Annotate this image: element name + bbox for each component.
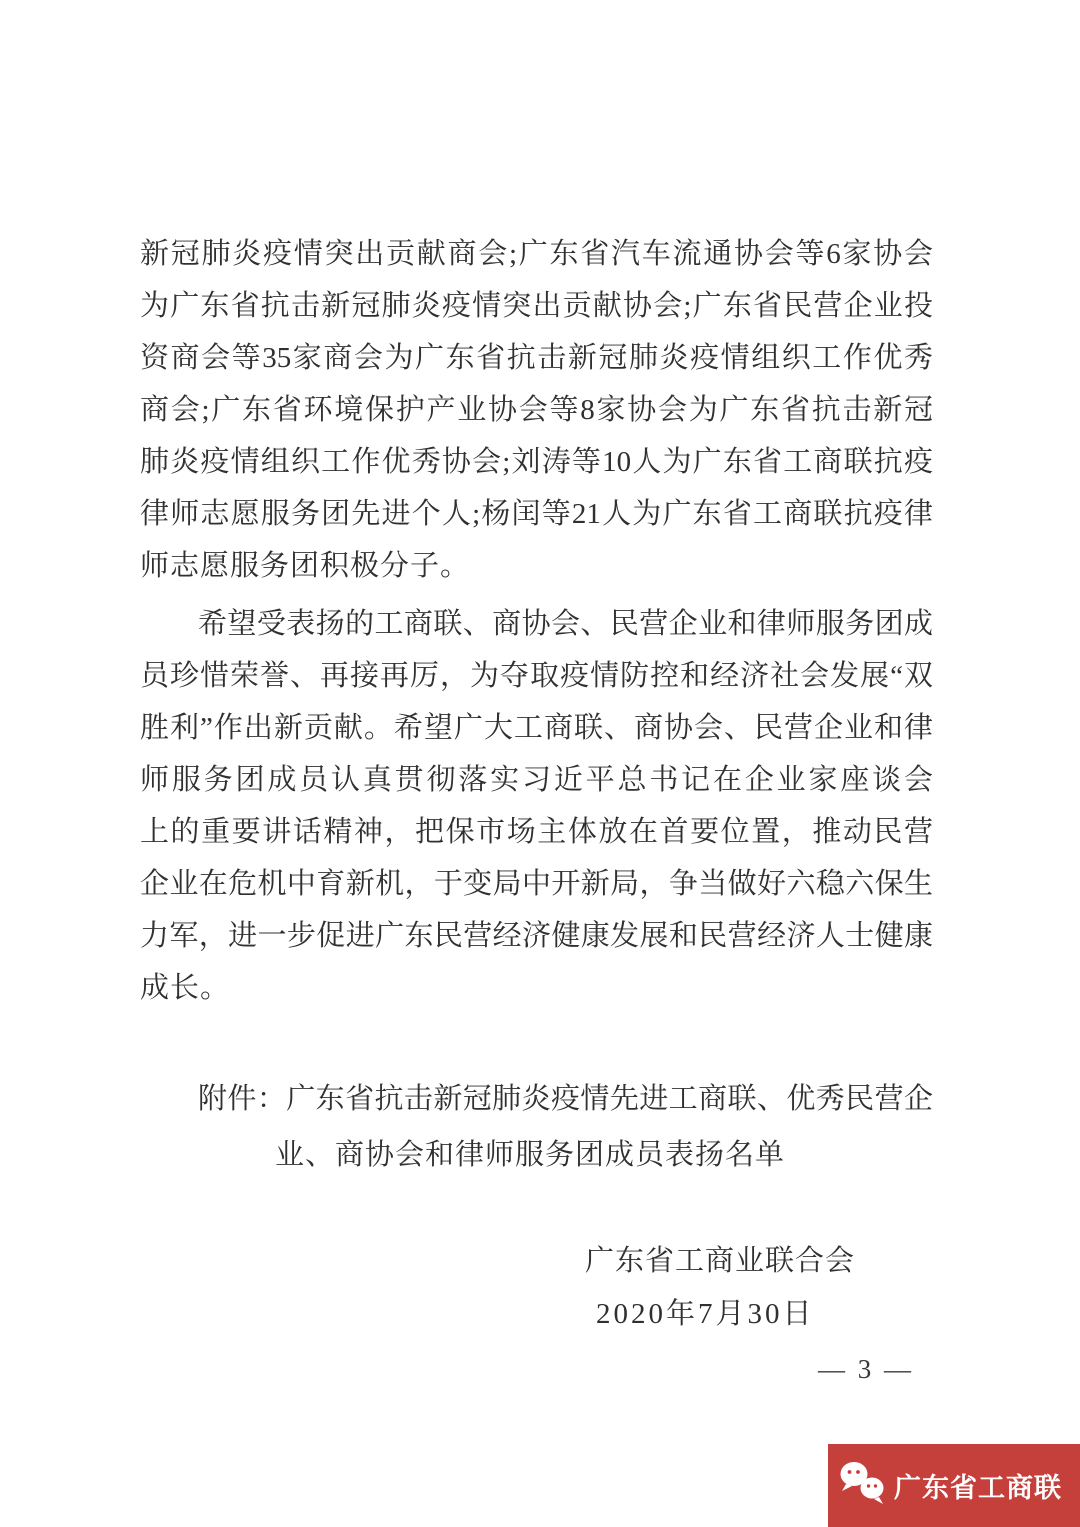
body-line: 员珍惜荣誉、再接再厉，为夺取疫情防控和经济社会发展“双 bbox=[140, 660, 933, 692]
body-line: 企业在危机中育新机，于变局中开新局，争当做好六稳六保生 bbox=[140, 868, 933, 900]
page-number: — 3 — bbox=[818, 1354, 914, 1384]
body-line: 商会;广东省环境保护产业协会等8家协会为广东省抗击新冠 bbox=[140, 394, 933, 426]
attachment-line: 附件：广东省抗击新冠肺炎疫情先进工商联、优秀民营企 bbox=[198, 1083, 933, 1115]
footer-banner bbox=[828, 1444, 1080, 1527]
body-line: 师服务团成员认真贯彻落实习近平总书记在企业家座谈会 bbox=[140, 764, 933, 796]
body-line: 上的重要讲话精神，把保市场主体放在首要位置，推动民营 bbox=[140, 816, 933, 848]
footer-banner-label: 广东省工商联 bbox=[894, 1473, 1062, 1503]
attachment-line: 业、商协会和律师服务团成员表扬名单 bbox=[275, 1139, 786, 1171]
body-line: 胜利”作出新贡献。希望广大工商联、商协会、民营企业和律 bbox=[140, 712, 933, 744]
body-line: 律师志愿服务团先进个人;杨闰等21人为广东省工商联抗疫律 bbox=[140, 498, 933, 530]
wechat-icon bbox=[836, 1458, 890, 1513]
body-line: 肺炎疫情组织工作优秀协会;刘涛等10人为广东省工商联抗疫 bbox=[140, 446, 933, 478]
body-line: 成长。 bbox=[140, 972, 231, 1004]
body-line: 师志愿服务团积极分子。 bbox=[140, 550, 471, 582]
body-line: 力军，进一步促进广东民营经济健康发展和民营经济人士健康 bbox=[140, 920, 933, 952]
signature-date: 2020年7月30日 bbox=[596, 1298, 815, 1330]
body-line: 希望受表扬的工商联、商协会、民营企业和律师服务团成 bbox=[198, 608, 933, 640]
body-line: 资商会等35家商会为广东省抗击新冠肺炎疫情组织工作优秀 bbox=[140, 342, 933, 374]
body-line: 为广东省抗击新冠肺炎疫情突出贡献协会;广东省民营企业投 bbox=[140, 290, 933, 322]
signature-organization: 广东省工商业联合会 bbox=[585, 1245, 856, 1277]
body-line: 新冠肺炎疫情突出贡献商会;广东省汽车流通协会等6家协会 bbox=[140, 238, 933, 270]
